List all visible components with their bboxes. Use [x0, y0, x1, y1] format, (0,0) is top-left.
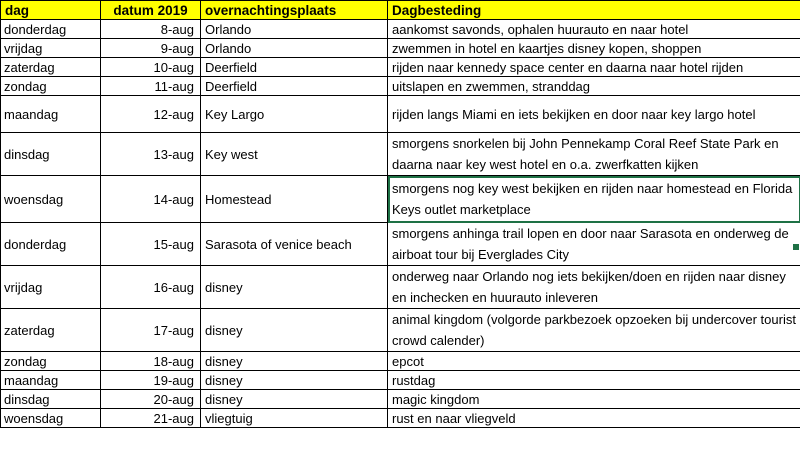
- cell-dag[interactable]: donderdag: [1, 20, 101, 39]
- cell-datum[interactable]: 19-aug: [101, 371, 201, 390]
- cell-datum[interactable]: 12-aug: [101, 96, 201, 133]
- header-dagbesteding[interactable]: Dagbesteding: [388, 1, 800, 20]
- table-row: [1, 77, 800, 96]
- cell-dag[interactable]: zaterdag: [1, 58, 101, 77]
- cell-dag[interactable]: dinsdag: [1, 133, 101, 176]
- cell-dag[interactable]: dinsdag: [1, 390, 101, 409]
- cell-dagbesteding[interactable]: magic kingdom: [388, 390, 800, 409]
- cell-dagbesteding[interactable]: rijden langs Miami en iets bekijken en door naar key largo hotel: [388, 96, 800, 133]
- cell-datum[interactable]: 21-aug: [101, 409, 201, 428]
- header-dag[interactable]: dag: [1, 1, 101, 20]
- cell-overnachtingsplaats[interactable]: Orlando: [201, 39, 388, 58]
- cell-overnachtingsplaats[interactable]: disney: [201, 309, 388, 352]
- cell-dag[interactable]: woensdag: [1, 409, 101, 428]
- table-row: [1, 409, 800, 428]
- table-row: [1, 352, 800, 371]
- cell-dagbesteding[interactable]: animal kingdom (volgorde parkbezoek opzoeken bij undercover tourist crowd calender): [388, 309, 800, 352]
- header-overnachtingsplaats[interactable]: overnachtingsplaats: [201, 1, 388, 20]
- cell-overnachtingsplaats[interactable]: Orlando: [201, 20, 388, 39]
- cell-dag[interactable]: maandag: [1, 371, 101, 390]
- cell-dagbesteding[interactable]: aankomst savonds, ophalen huurauto en naar hotel: [388, 20, 800, 39]
- cell-overnachtingsplaats[interactable]: Deerfield: [201, 58, 388, 77]
- cell-dagbesteding[interactable]: rustdag: [388, 371, 800, 390]
- cell-overnachtingsplaats[interactable]: disney: [201, 371, 388, 390]
- cell-dagbesteding[interactable]: rust en naar vliegveld: [388, 409, 800, 428]
- cell-dagbesteding[interactable]: uitslapen en zwemmen, stranddag: [388, 77, 800, 96]
- header-row: [1, 1, 800, 20]
- cell-dagbesteding[interactable]: rijden naar kennedy space center en daarna naar hotel rijden: [388, 58, 800, 77]
- cell-overnachtingsplaats[interactable]: disney: [201, 390, 388, 409]
- cell-datum[interactable]: 13-aug: [101, 133, 201, 176]
- table-row: [1, 223, 800, 266]
- cell-dag[interactable]: woensdag: [1, 176, 101, 223]
- table-row: [1, 133, 800, 176]
- cell-dagbesteding-selected[interactable]: smorgens nog key west bekijken en rijden naar homestead en Florida Keys outlet marketplace: [388, 176, 800, 223]
- cell-datum[interactable]: 8-aug: [101, 20, 201, 39]
- cell-dag[interactable]: vrijdag: [1, 266, 101, 309]
- table-row: [1, 58, 800, 77]
- cell-overnachtingsplaats[interactable]: disney: [201, 266, 388, 309]
- cell-dag[interactable]: zondag: [1, 77, 101, 96]
- cell-datum[interactable]: 11-aug: [101, 77, 201, 96]
- cell-dagbesteding[interactable]: zwemmen in hotel en kaartjes disney kopen, shoppen: [388, 39, 800, 58]
- cell-datum[interactable]: 16-aug: [101, 266, 201, 309]
- cell-overnachtingsplaats[interactable]: Key west: [201, 133, 388, 176]
- cell-dag[interactable]: maandag: [1, 96, 101, 133]
- cell-dag[interactable]: vrijdag: [1, 39, 101, 58]
- cell-dagbesteding[interactable]: smorgens snorkelen bij John Pennekamp Coral Reef State Park en daarna naar key west hotel en o.a. zwerfkatten kijken: [388, 133, 800, 176]
- cell-dag[interactable]: zaterdag: [1, 309, 101, 352]
- cell-datum[interactable]: 17-aug: [101, 309, 201, 352]
- cell-overnachtingsplaats[interactable]: Deerfield: [201, 77, 388, 96]
- table-row: [1, 96, 800, 133]
- cell-dagbesteding[interactable]: epcot: [388, 352, 800, 371]
- table-row: [1, 390, 800, 409]
- cell-dag[interactable]: zondag: [1, 352, 101, 371]
- table-row: [1, 20, 800, 39]
- cell-overnachtingsplaats[interactable]: Key Largo: [201, 96, 388, 133]
- table-row: [1, 266, 800, 309]
- cell-datum[interactable]: 14-aug: [101, 176, 201, 223]
- cell-overnachtingsplaats[interactable]: Sarasota of venice beach: [201, 223, 388, 266]
- cell-datum[interactable]: 9-aug: [101, 39, 201, 58]
- table-row: [1, 309, 800, 352]
- table-row: [1, 371, 800, 390]
- selection-fill-handle[interactable]: [792, 243, 800, 251]
- cell-datum[interactable]: 10-aug: [101, 58, 201, 77]
- table-row: [1, 39, 800, 58]
- cell-dag[interactable]: donderdag: [1, 223, 101, 266]
- cell-overnachtingsplaats[interactable]: vliegtuig: [201, 409, 388, 428]
- header-datum[interactable]: datum 2019: [101, 1, 201, 20]
- cell-datum[interactable]: 15-aug: [101, 223, 201, 266]
- table-row: [1, 176, 800, 223]
- cell-overnachtingsplaats[interactable]: disney: [201, 352, 388, 371]
- cell-dagbesteding[interactable]: onderweg naar Orlando nog iets bekijken/doen en rijden naar disney en inchecken en huurauto inleveren: [388, 266, 800, 309]
- cell-dagbesteding[interactable]: smorgens anhinga trail lopen en door naar Sarasota en onderweg de airboat tour bij Everglades City: [388, 223, 800, 266]
- cell-datum[interactable]: 18-aug: [101, 352, 201, 371]
- cell-overnachtingsplaats[interactable]: Homestead: [201, 176, 388, 223]
- cell-datum[interactable]: 20-aug: [101, 390, 201, 409]
